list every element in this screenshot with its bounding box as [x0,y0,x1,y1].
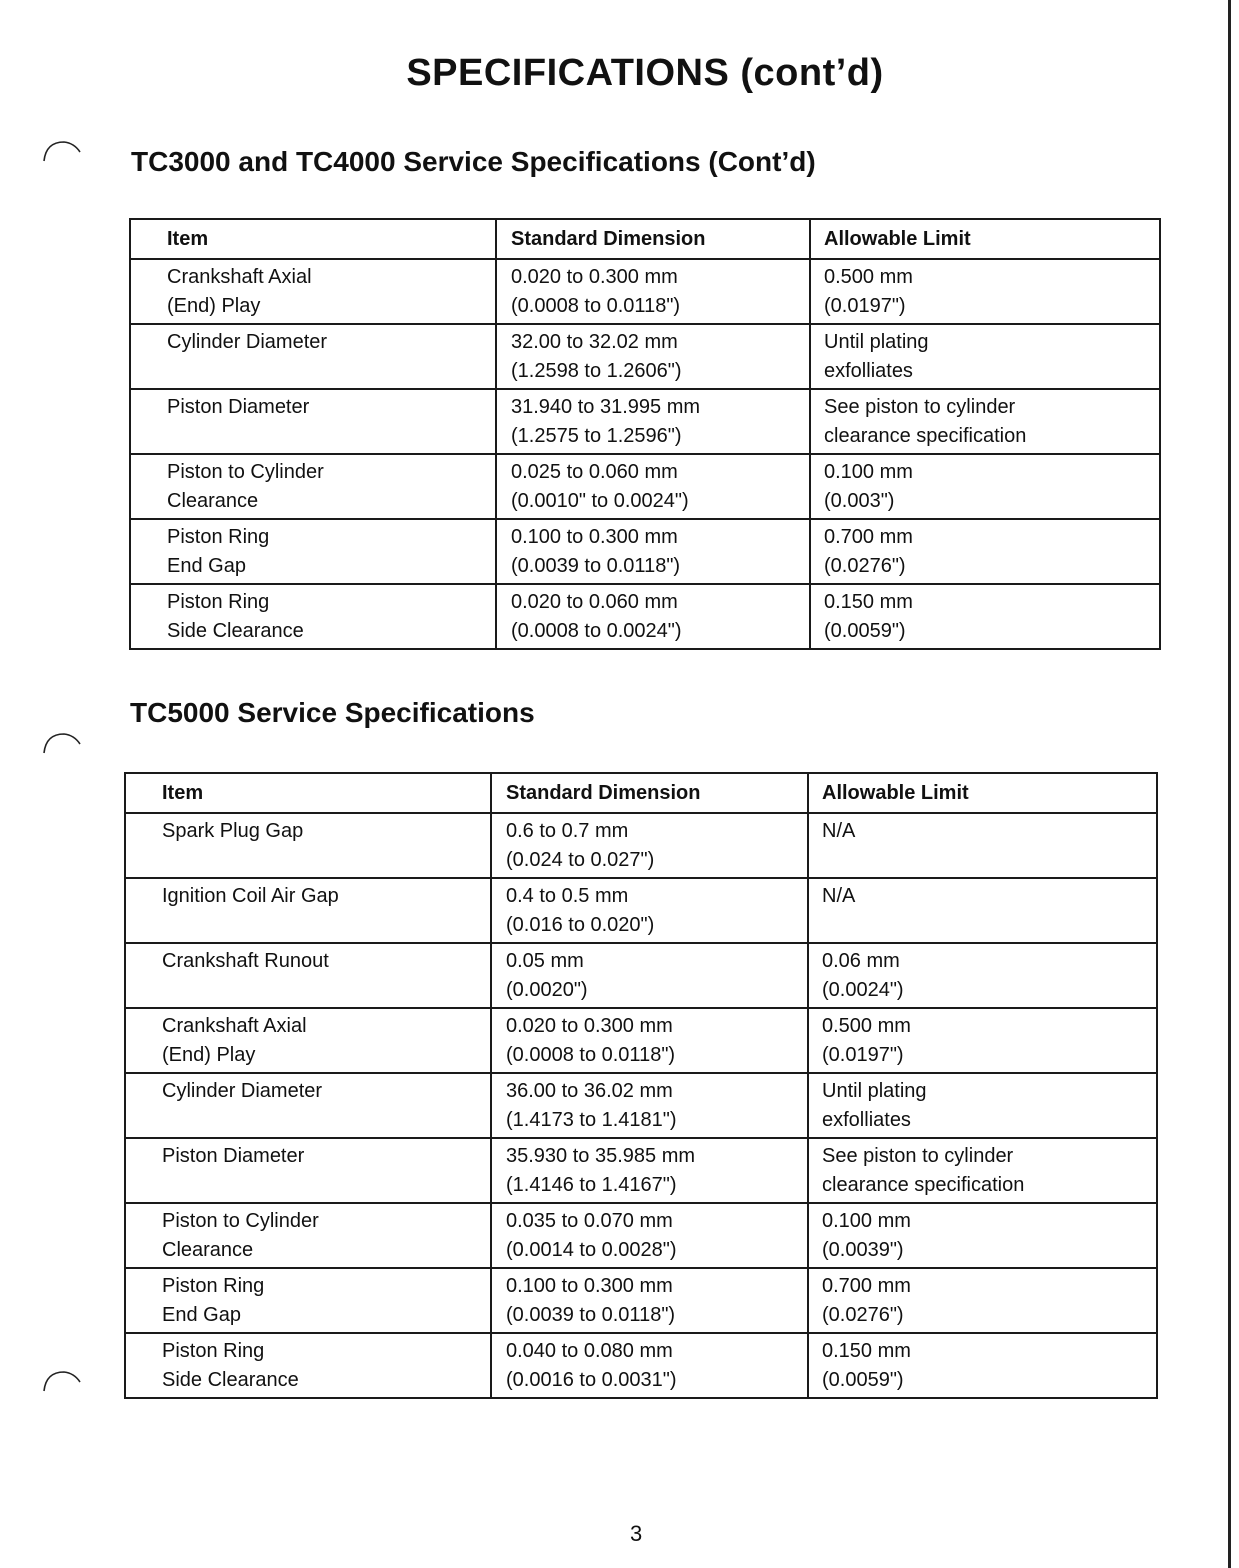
standard-dimension-cell [491,943,808,1008]
allowable-limit-cell-line: (0.0024") [822,979,904,1001]
table-row [125,1203,1157,1268]
item-cell-line: (End) Play [167,295,261,317]
standard-dimension-cell-line: 0.020 to 0.300 mm [511,266,678,288]
allowable-limit-cell-line: 0.150 mm [822,1340,911,1362]
allowable-limit-cell-line: 0.06 mm [822,950,900,972]
allowable-limit-cell-line: 0.150 mm [824,591,913,613]
spec-table-tc3000-tc4000 [129,218,1161,650]
allowable-limit-cell-line [822,846,1156,875]
standard-dimension-cell [491,1333,808,1398]
allowable-limit-cell-line: 0.700 mm [824,526,913,548]
allowable-limit-cell-line: (0.0197") [822,1044,904,1066]
standard-dimension-cell-line: 0.05 mm [506,950,584,972]
item-cell [125,878,491,943]
allowable-limit-cell-line: (0.0276") [824,555,906,577]
standard-dimension-cell-line: 31.940 to 31.995 mm [511,396,701,418]
table-row [125,943,1157,1008]
allowable-limit-cell-line: 0.700 mm [822,1275,911,1297]
allowable-limit-cell-line: (0.0039") [822,1239,904,1261]
item-cell-line: Crankshaft Axial [162,1015,307,1037]
item-cell-line: End Gap [167,555,246,577]
table-row [125,1333,1157,1398]
standard-dimension-cell [496,454,810,519]
allowable-limit-cell-line: 0.500 mm [822,1015,911,1037]
item-cell-line: Piston to Cylinder [162,1210,319,1232]
page-number: 3 [630,1521,643,1546]
item-cell [130,259,496,324]
allowable-limit-cell [810,389,1160,454]
allowable-limit-cell-line: 0.100 mm [824,461,913,483]
column-header-standard-dimension: Standard Dimension [496,219,810,259]
standard-dimension-cell [491,1268,808,1333]
table-row [125,813,1157,878]
standard-dimension-cell-line: (0.016 to 0.020") [506,914,655,936]
item-cell [125,943,491,1008]
standard-dimension-cell [491,1008,808,1073]
item-cell-line: Piston Ring [167,526,270,548]
page-title: SPECIFICATIONS (cont’d) [406,52,884,94]
item-cell [125,1073,491,1138]
table-row [125,878,1157,943]
standard-dimension-cell-line: (0.0039 to 0.0118") [506,1304,676,1326]
allowable-limit-cell-line: 0.100 mm [822,1210,911,1232]
item-cell-line [162,976,490,1005]
allowable-limit-cell-line: exfolliates [824,360,913,382]
table-row [125,1138,1157,1203]
table-row [130,584,1160,649]
allowable-limit-cell [808,943,1157,1008]
allowable-limit-cell-line: N/A [822,820,856,842]
table-header-row [130,219,1160,259]
table-row [125,1268,1157,1333]
allowable-limit-cell-line: See piston to cylinder [824,396,1016,418]
binder-hole-mark-middle [40,732,84,754]
standard-dimension-cell [496,584,810,649]
allowable-limit-cell [810,519,1160,584]
item-cell [125,1138,491,1203]
column-header-standard-dimension: Standard Dimension [491,773,808,813]
column-header-item: Item [125,773,491,813]
item-cell-line: Piston Ring [162,1340,265,1362]
standard-dimension-cell-line: 0.6 to 0.7 mm [506,820,629,842]
allowable-limit-cell-line [822,911,1156,940]
item-cell-line: Piston Ring [167,591,270,613]
allowable-limit-cell-line: (0.0059") [822,1369,904,1391]
item-cell-line: Piston to Cylinder [167,461,324,483]
column-header-allowable-limit: Allowable Limit [808,773,1157,813]
binder-hole-mark-bottom [40,1370,84,1392]
standard-dimension-cell-line: (0.0008 to 0.0024") [511,620,682,642]
standard-dimension-cell-line: 0.100 to 0.300 mm [511,526,678,548]
item-cell [130,519,496,584]
item-cell-line: Piston Diameter [162,1145,305,1167]
allowable-limit-cell [808,1333,1157,1398]
allowable-limit-cell [810,454,1160,519]
standard-dimension-cell-line: 0.040 to 0.080 mm [506,1340,673,1362]
standard-dimension-cell [491,878,808,943]
standard-dimension-cell-line: 0.020 to 0.060 mm [511,591,678,613]
standard-dimension-cell-line: (0.0008 to 0.0118") [511,295,681,317]
allowable-limit-cell-line: clearance specification [822,1174,1025,1196]
table-row [130,259,1160,324]
column-header-allowable-limit: Allowable Limit [810,219,1160,259]
table-row [130,454,1160,519]
table-header-row [125,773,1157,813]
allowable-limit-cell-line: (0.0059") [824,620,906,642]
allowable-limit-cell [808,1268,1157,1333]
standard-dimension-cell-line: 0.035 to 0.070 mm [506,1210,673,1232]
item-cell [130,454,496,519]
page-edge-rule [1228,0,1231,1568]
standard-dimension-cell-line: 35.930 to 35.985 mm [506,1145,696,1167]
allowable-limit-cell-line: exfolliates [822,1109,911,1131]
standard-dimension-cell [496,259,810,324]
item-cell-line [162,1171,490,1200]
item-cell [130,324,496,389]
allowable-limit-cell [808,878,1157,943]
section-title-tc3000-tc4000: TC3000 and TC4000 Service Specifications (Cont’d) [131,146,816,177]
item-cell-line: Cylinder Diameter [167,331,328,353]
section-title-tc5000: TC5000 Service Specifications [130,697,535,728]
standard-dimension-cell-line: 36.00 to 36.02 mm [506,1080,673,1102]
allowable-limit-cell-line: (0.0197") [824,295,906,317]
item-cell-line: (End) Play [162,1044,256,1066]
standard-dimension-cell-line: (1.4173 to 1.4181") [506,1109,677,1131]
standard-dimension-cell-line: (1.2575 to 1.2596") [511,425,682,447]
item-cell-line: Piston Diameter [167,396,310,418]
standard-dimension-cell-line: (0.024 to 0.027") [506,849,655,871]
table-row [125,1073,1157,1138]
standard-dimension-cell [491,813,808,878]
allowable-limit-cell [808,1008,1157,1073]
item-cell-line [167,422,495,451]
table-row [130,519,1160,584]
table-row [130,324,1160,389]
item-cell [125,1333,491,1398]
standard-dimension-cell [496,324,810,389]
allowable-limit-cell [810,324,1160,389]
item-cell-line [162,911,490,940]
standard-dimension-cell [491,1073,808,1138]
standard-dimension-cell-line: (0.0016 to 0.0031") [506,1369,677,1391]
item-cell-line: Ignition Coil Air Gap [162,885,339,907]
standard-dimension-cell-line: (0.0008 to 0.0118") [506,1044,676,1066]
item-cell-line: Crankshaft Runout [162,950,329,972]
allowable-limit-cell [810,584,1160,649]
allowable-limit-cell [810,259,1160,324]
standard-dimension-cell-line: (1.4146 to 1.4167") [506,1174,677,1196]
item-cell-line: Piston Ring [162,1275,265,1297]
item-cell-line: Side Clearance [162,1369,299,1391]
allowable-limit-cell-line: (0.003") [824,490,895,512]
item-cell [125,1008,491,1073]
allowable-limit-cell [808,813,1157,878]
standard-dimension-cell-line: 0.025 to 0.060 mm [511,461,678,483]
table-row [125,1008,1157,1073]
standard-dimension-cell-line: (0.0039 to 0.0118") [511,555,681,577]
spec-table-tc5000 [124,772,1158,1399]
allowable-limit-cell-line: (0.0276") [822,1304,904,1326]
standard-dimension-cell [496,389,810,454]
item-cell-line [162,846,490,875]
allowable-limit-cell-line: 0.500 mm [824,266,913,288]
item-cell-line: Spark Plug Gap [162,820,304,842]
item-cell-line [162,1106,490,1135]
item-cell [130,584,496,649]
item-cell-line [167,357,495,386]
item-cell-line: Clearance [167,490,259,512]
table-row [130,389,1160,454]
allowable-limit-cell-line: clearance specification [824,425,1027,447]
standard-dimension-cell [491,1203,808,1268]
allowable-limit-cell-line: Until plating [824,331,929,353]
item-cell [125,813,491,878]
item-cell-line: End Gap [162,1304,241,1326]
standard-dimension-cell-line: (1.2598 to 1.2606") [511,360,682,382]
allowable-limit-cell-line: Until plating [822,1080,927,1102]
standard-dimension-cell-line: (0.0020") [506,979,588,1001]
allowable-limit-cell [808,1073,1157,1138]
item-cell-line: Crankshaft Axial [167,266,312,288]
allowable-limit-cell-line: See piston to cylinder [822,1145,1014,1167]
item-cell-line: Clearance [162,1239,254,1261]
allowable-limit-cell [808,1138,1157,1203]
standard-dimension-cell-line: 0.020 to 0.300 mm [506,1015,673,1037]
allowable-limit-cell [808,1203,1157,1268]
standard-dimension-cell [491,1138,808,1203]
item-cell-line: Cylinder Diameter [162,1080,323,1102]
standard-dimension-cell-line: (0.0014 to 0.0028") [506,1239,677,1261]
standard-dimension-cell-line: 0.4 to 0.5 mm [506,885,629,907]
item-cell-line: Side Clearance [167,620,304,642]
standard-dimension-cell-line: (0.0010" to 0.0024") [511,490,689,512]
standard-dimension-cell [496,519,810,584]
item-cell [125,1203,491,1268]
column-header-item: Item [130,219,496,259]
standard-dimension-cell-line: 0.100 to 0.300 mm [506,1275,673,1297]
item-cell [130,389,496,454]
item-cell [125,1268,491,1333]
binder-hole-mark-top [40,140,84,162]
standard-dimension-cell-line: 32.00 to 32.02 mm [511,331,678,353]
allowable-limit-cell-line: N/A [822,885,856,907]
